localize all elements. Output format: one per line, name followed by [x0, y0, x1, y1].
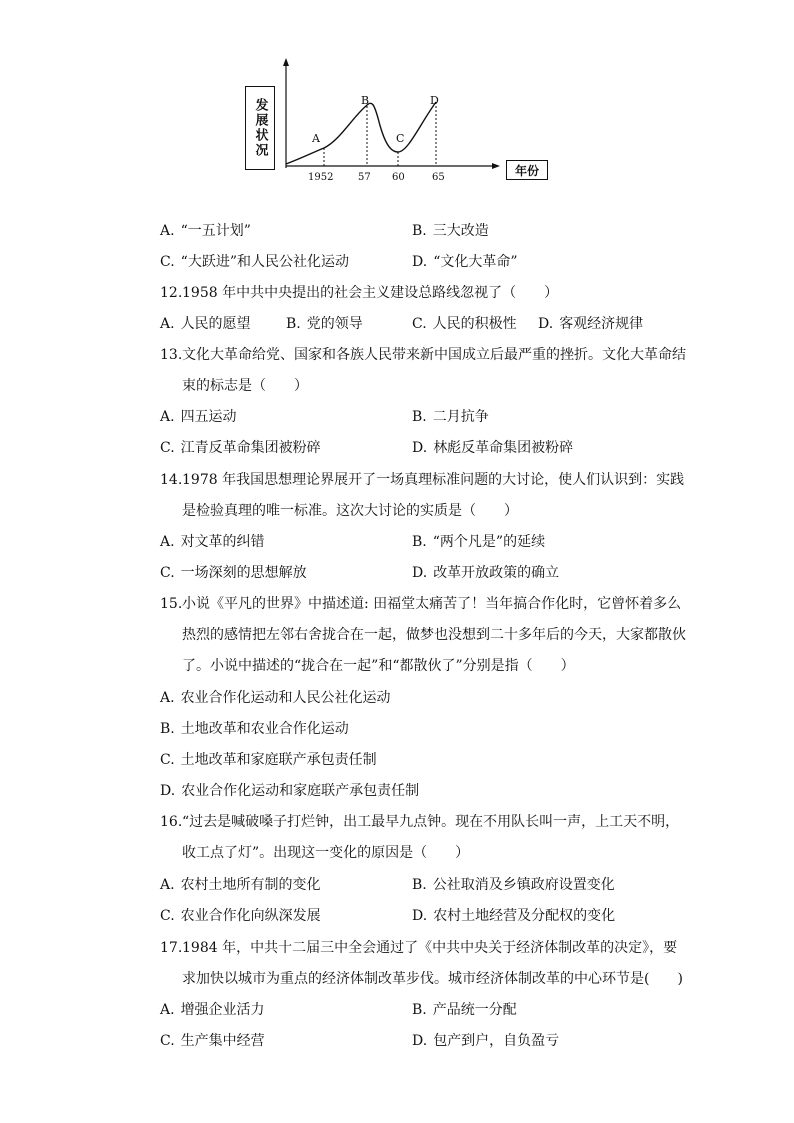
q17-options-row-2	[0, 1029, 794, 1053]
question-text: 1984 年，中共十二届三中全会通过了《中共中央关于经济体制改革的决定》，要	[182, 940, 678, 956]
q13-stem-cont	[0, 374, 794, 398]
question-number: 17.	[160, 940, 183, 956]
point-label-d: D	[430, 94, 439, 107]
q11-options-row-2	[0, 250, 794, 274]
y-axis-label: 发展状况	[245, 86, 275, 170]
q17-stem	[0, 936, 794, 960]
q12-options-row	[0, 312, 794, 336]
q15-stem-cont-1	[0, 623, 794, 647]
q17-option-a[interactable]: A. 增强企业活力	[160, 1002, 265, 1018]
q11-option-c[interactable]: C. “大跃进”和人民公社化运动	[160, 254, 349, 270]
q14-option-a[interactable]: A. 对文革的纠错	[160, 534, 265, 550]
q13-options-row-1	[0, 405, 794, 429]
q11-options-row-1	[0, 219, 794, 243]
q11-option-a[interactable]: A. “一五计划”	[160, 223, 251, 239]
q13-option-b[interactable]: B. 二月抗争	[412, 409, 489, 425]
q17-option-c[interactable]: C. 生产集中经营	[160, 1033, 265, 1049]
q12-option-d[interactable]: D. 客观经济规律	[538, 316, 644, 332]
question-text: “过去是喊破嗓子打烂钟，出工最早九点钟。现在不用队长叫一声，上工天不明，	[182, 814, 680, 830]
q16-option-a[interactable]: A. 农村土地所有制的变化	[160, 877, 321, 893]
q15-option-b[interactable]: B. 土地改革和农业合作化运动	[160, 721, 349, 737]
question-number: 14.	[160, 472, 183, 488]
q17-options-row-1	[0, 998, 794, 1022]
q13-option-c[interactable]: C. 江青反革命集团被粉碎	[160, 440, 321, 456]
question-text: 1978 年我国思想理论界展开了一场真理标准问题的大讨论，使人们认识到：实践	[182, 472, 685, 488]
q15-option-c-row	[0, 748, 794, 772]
q14-stem	[0, 468, 794, 492]
q15-stem	[0, 592, 794, 616]
tick-label-65: 65	[432, 172, 445, 183]
q15-option-d-row	[0, 779, 794, 803]
question-number: 13.	[160, 347, 183, 363]
tick-label-1952: 1952	[308, 172, 334, 183]
q12-option-c[interactable]: C. 人民的积极性	[412, 316, 517, 332]
q13-stem	[0, 343, 794, 367]
q12-option-a[interactable]: A. 人民的愿望	[160, 316, 251, 332]
question-text: 了。小说中描述的“拢合在一起”和“都散伙了”分别是指（ ）	[182, 658, 575, 674]
point-label-b: B	[361, 94, 370, 107]
question-text: 收工点了灯”。出现这一变化的原因是（ ）	[182, 845, 470, 861]
q11-option-b[interactable]: B. 三大改造	[412, 223, 489, 239]
q16-stem-cont	[0, 841, 794, 865]
point-label-c: C	[396, 132, 405, 145]
q16-options-row-2	[0, 904, 794, 928]
question-number: 15.	[160, 596, 183, 612]
y-axis-arrow	[283, 58, 289, 66]
question-text: 热烈的感情把左邻右舍拢合在一起，做梦也没想到二十多年后的今天，大家都散伙	[182, 627, 686, 643]
q17-option-d[interactable]: D. 包产到户，自负盈亏	[412, 1033, 560, 1049]
x-axis-arrow	[492, 163, 500, 169]
q14-option-b[interactable]: B. “两个凡是”的延续	[412, 534, 546, 550]
tick-label-57: 57	[358, 172, 371, 183]
q14-options-row-2	[0, 561, 794, 585]
q17-stem-cont	[0, 967, 794, 991]
q16-option-d[interactable]: D. 农村土地经营及分配权的变化	[412, 908, 616, 924]
q15-option-c[interactable]: C. 土地改革和家庭联产承包责任制	[160, 752, 377, 768]
x-axis-label: 年份	[506, 160, 548, 180]
q15-option-d[interactable]: D. 农业合作化运动和家庭联产承包责任制	[160, 783, 420, 799]
question-text: 束的标志是（ ）	[182, 378, 308, 394]
question-text: 小说《平凡的世界》中描述道: 田福堂太痛苦了！当年搞合作化时，它曾怀着多么	[182, 596, 682, 612]
question-text: 1958 年中共中央提出的社会主义建设总路线忽视了（ ）	[182, 285, 559, 301]
q16-options-row-1	[0, 873, 794, 897]
q11-option-d[interactable]: D. “文化大革命”	[412, 254, 518, 270]
q15-option-a[interactable]: A. 农业合作化运动和人民公社化运动	[160, 690, 391, 706]
q12-stem	[0, 281, 794, 305]
q14-options-row-1	[0, 530, 794, 554]
development-curve-figure	[240, 56, 560, 190]
q16-stem	[0, 810, 794, 834]
question-text: 文化大革命给党、国家和各族人民带来新中国成立后最严重的挫折。文化大革命结	[182, 347, 686, 363]
q14-option-c[interactable]: C. 一场深刻的思想解放	[160, 565, 307, 581]
q15-option-b-row	[0, 717, 794, 741]
question-number: 16.	[160, 814, 183, 830]
q13-option-a[interactable]: A. 四五运动	[160, 409, 237, 425]
q12-option-b[interactable]: B. 党的领导	[286, 316, 363, 332]
q13-option-d[interactable]: D. 林彪反革命集团被粉碎	[412, 440, 574, 456]
question-text: 是检验真理的唯一标准。这次大讨论的实质是（ ）	[182, 503, 518, 519]
q16-option-b[interactable]: B. 公社取消及乡镇政府设置变化	[412, 877, 615, 893]
q16-option-c[interactable]: C. 农业合作化向纵深发展	[160, 908, 321, 924]
tick-label-60: 60	[392, 172, 405, 183]
q15-option-a-row	[0, 686, 794, 710]
question-number: 12.	[160, 285, 183, 301]
q15-stem-cont-2	[0, 654, 794, 678]
q14-option-d[interactable]: D. 改革开放政策的确立	[412, 565, 560, 581]
q13-options-row-2	[0, 436, 794, 460]
question-text: 求加快以城市为重点的经济体制改革步伐。城市经济体制改革的中心环节是( )	[182, 971, 683, 987]
q17-option-b[interactable]: B. 产品统一分配	[412, 1002, 517, 1018]
point-label-a: A	[312, 132, 320, 145]
development-curve	[286, 102, 436, 164]
q14-stem-cont	[0, 499, 794, 523]
